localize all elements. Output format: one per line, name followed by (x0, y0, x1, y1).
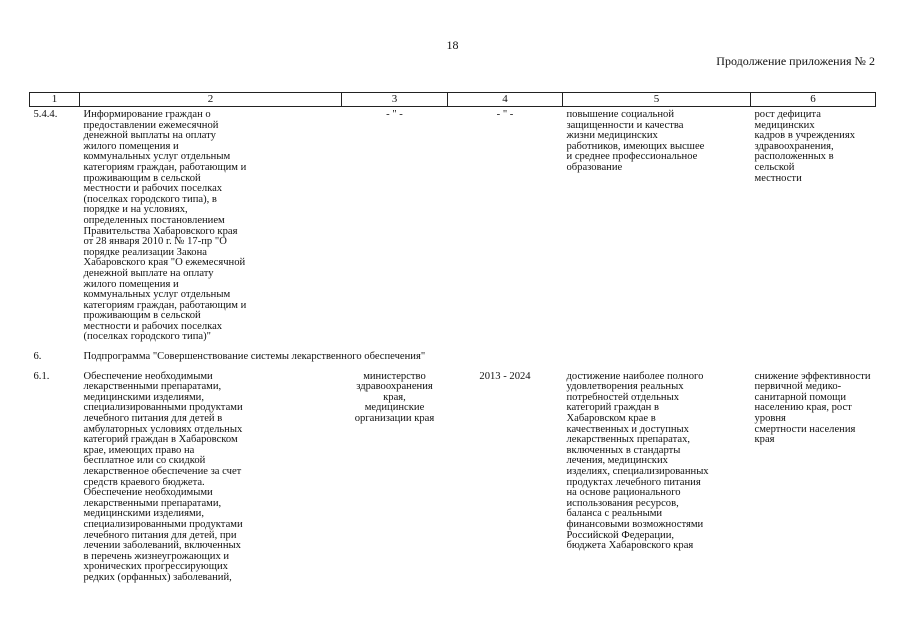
row-number: 6.1. (33, 370, 50, 382)
program-table (29, 92, 876, 590)
row-period: - " - (496, 109, 514, 120)
row-result: достижение наиболее полного удовлетворения реальных потребностей отдельных категорий граждан в Хабаровском крае в качественных и доступных лекарственных препаратах, включенных в стандарты лечения, медицинских изделиях, специализированных продуктах лечебного питания на основе рационального использования ресурсов, баланса с реальными финансовыми возможностями Российской Федерации, бюджета Хабаровского края (566, 370, 709, 552)
row-period: 2013 - 2024 (479, 370, 531, 382)
row-description: Информирование граждан о предоставлении ежемесячной денежной выплаты на оплату жилого помещения и коммунальных услуг отдельным категориям граждан, работающим и проживающим в сельской местности и рабочих поселках (поселках городского типа), в порядке и на условиях, определенных постановлением Правительства Хабаровского края от 28 января 2010 г. № 17-пр "О порядке реализации Закона Хабаровского края "О ежемесячной денежной выплате на оплату жилого помещения и коммунальных услуг отдельным категориям граждан, работающим и проживающим в сельской местности и рабочих поселках (поселках городского типа)" (83, 109, 247, 343)
column-header-1: 1 (30, 93, 80, 107)
row-number: 6. (33, 351, 42, 363)
row-description: Обеспечение необходимыми лекарственными препаратами, медицинскими изделиями, специализированными продуктами лечебного питания для детей в амбулаторных условиях отдельных категорий граждан в Хабаровском крае, имеющих право на бесплатное или со скидкой лекарственное обеспечение за счет средств краевого бюджета. Обеспечение необходимыми лекарственными препаратами, медицинскими изделиями, специализированными продуктами лечебного питания для детей, при лечении заболеваний, включенных в перечень жизнеугрожающих и хронических прогрессирующих редких (орфанных) заболеваний, (83, 370, 243, 583)
table-row (30, 349, 876, 369)
subprogram-title: Подпрограмма "Совершенствование системы лекарственного обеспечения" (83, 351, 426, 363)
column-header-2: 2 (80, 93, 342, 107)
table-row (30, 369, 876, 590)
column-header-6: 6 (751, 93, 876, 107)
page-number: 18 (446, 38, 459, 52)
continuation-note: Продолжение приложения № 2 (716, 54, 875, 68)
column-header-5: 5 (563, 93, 751, 107)
row-executor: министерство здравоохранения края, медицинские организации края (354, 370, 435, 425)
column-header-3: 3 (342, 93, 448, 107)
row-executor: - " - (386, 109, 403, 120)
row-number: 5.4.4. (33, 109, 58, 120)
row-consequence: снижение эффективности первичной медико- санитарной помощи населению края, рост уровня смертности населения края (754, 370, 871, 446)
row-result: повышение социальной защищенности и качества жизни медицинских работников, имеющих высшее и среднее профессиональное образование (566, 109, 705, 173)
row-consequence: рост дефицита медицинских кадров в учреждениях здравоохранения, расположенных в сельской местности (754, 109, 856, 184)
table-row (30, 107, 876, 350)
table-header-row (30, 93, 876, 107)
column-header-4: 4 (448, 93, 563, 107)
